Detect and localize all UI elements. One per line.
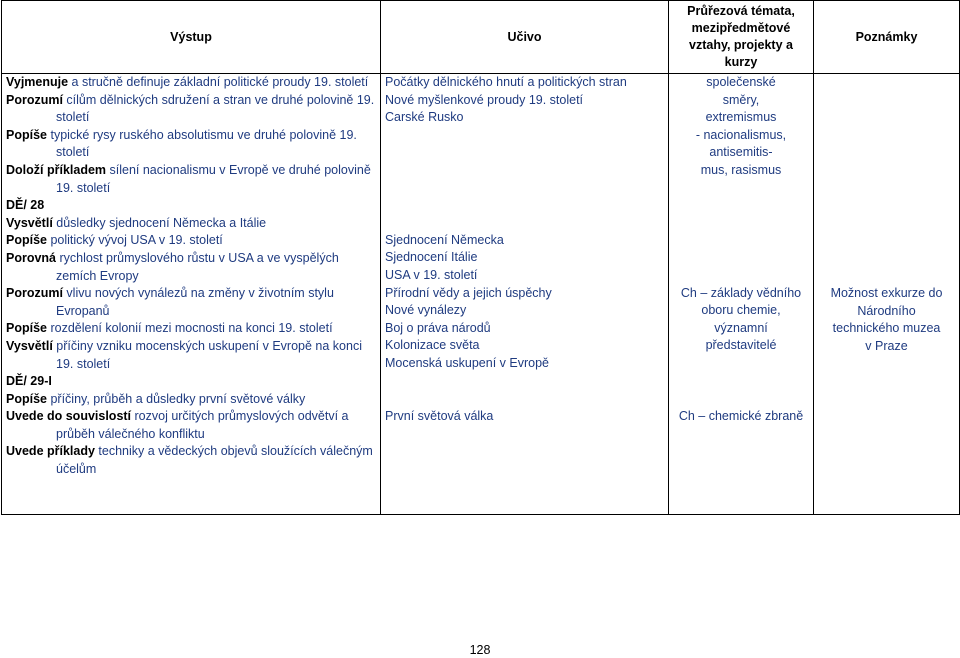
outcome-item: Popíše příčiny, průběh a důsledky první světové války bbox=[6, 391, 306, 406]
topic-item: Sjednocení Německa bbox=[385, 232, 504, 247]
outcome-item: Popíše typické rysy ruského absolutismu ve druhé polovině 19. století bbox=[6, 127, 357, 160]
poznamky-cell bbox=[814, 74, 960, 515]
vystup-cell bbox=[2, 74, 381, 515]
note-item: Národního bbox=[857, 303, 916, 318]
crosscut-item: představitelé bbox=[705, 338, 777, 353]
outcome-item: Popíše rozdělení kolonií mezi mocnosti na konci 19. století bbox=[6, 321, 333, 336]
curriculum-table bbox=[1, 0, 960, 515]
outcome-item: Uvede do souvislostí rozvoj určitých průmyslových odvětví a průběh válečného konfliktu bbox=[6, 409, 349, 441]
topic-item: Sjednocení Itálie bbox=[385, 250, 478, 265]
crosscut-item: Ch – chemické zbraně bbox=[678, 408, 804, 423]
section-code: DĚ/ 28 bbox=[6, 198, 45, 213]
content-row bbox=[2, 74, 960, 515]
crosscut-item: antisemitis- bbox=[709, 145, 773, 160]
note-item: v Praze bbox=[865, 338, 908, 353]
topic-item: Nové vynálezy bbox=[385, 303, 467, 318]
section-code: DĚ/ 29-I bbox=[6, 374, 52, 389]
outcome-item: Doloží příkladem sílení nacionalismu v Evropě ve druhé polovině 19. století bbox=[6, 162, 371, 195]
topic-item: Boj o práva národů bbox=[385, 320, 491, 335]
crosscut-item: směry, bbox=[722, 92, 760, 107]
outcome-item: Porovná rychlost průmyslového růstu v USA a ve vyspělých zemích Evropy bbox=[6, 250, 339, 283]
topic-item: První světová válka bbox=[385, 408, 494, 423]
outcome-item: Vyjmenuje a stručně definuje základní politické proudy 19. století bbox=[6, 75, 369, 89]
note-item: Možnost exkurze do bbox=[830, 286, 943, 300]
outcome-item: Uvede příklady techniky a vědeckých objevů sloužících válečným účelům bbox=[6, 444, 373, 477]
crosscut-item: extremismus bbox=[705, 110, 777, 125]
topic-item: Přírodní vědy a jejich úspěchy bbox=[385, 285, 552, 300]
outcome-item: Vysvětlí příčiny vzniku mocenských uskupení v Evropě na konci 19. století bbox=[6, 338, 362, 371]
outcome-item: Vysvětlí důsledky sjednocení Německa a Itálie bbox=[6, 215, 267, 230]
ucivo-cell bbox=[381, 74, 669, 515]
topic-item: Carské Rusko bbox=[385, 110, 464, 125]
header-row bbox=[2, 1, 960, 74]
note-item: technického muzea bbox=[832, 321, 941, 336]
topic-item: Počátky dělnického hnutí a politických stran bbox=[385, 75, 627, 89]
topic-item: Mocenská uskupení v Evropě bbox=[385, 355, 549, 370]
page-number: 128 bbox=[469, 643, 491, 657]
crosscut-item: oboru chemie, bbox=[701, 303, 781, 318]
prurezova-cell bbox=[669, 74, 814, 515]
header-prurezova: Průřezová témata, mezipředmětové vztahy, projekty a kurzy bbox=[669, 1, 814, 74]
crosscut-item: mus, rasismus bbox=[700, 162, 782, 177]
topic-item: USA v 19. století bbox=[385, 267, 478, 282]
crosscut-item: významní bbox=[714, 320, 768, 335]
crosscut-item: společenské bbox=[706, 75, 776, 89]
outcome-item: Porozumí vlivu nových vynálezů na změny v životním stylu Evropanů bbox=[6, 286, 334, 318]
topic-item: Nové myšlenkové proudy 19. století bbox=[385, 92, 584, 107]
header-poznamky: Poznámky bbox=[814, 1, 960, 74]
outcome-item: Porozumí cílům dělnických sdružení a stran ve druhé polovině 19. století bbox=[6, 92, 375, 125]
topic-item: Kolonizace světa bbox=[385, 338, 480, 353]
header-ucivo: Učivo bbox=[381, 1, 669, 74]
header-vystup: Výstup bbox=[2, 1, 381, 74]
crosscut-item: - nacionalismus, bbox=[695, 127, 787, 142]
outcome-item: Popíše politický vývoj USA v 19. století bbox=[6, 233, 223, 248]
crosscut-item: Ch – základy vědního bbox=[680, 285, 802, 300]
